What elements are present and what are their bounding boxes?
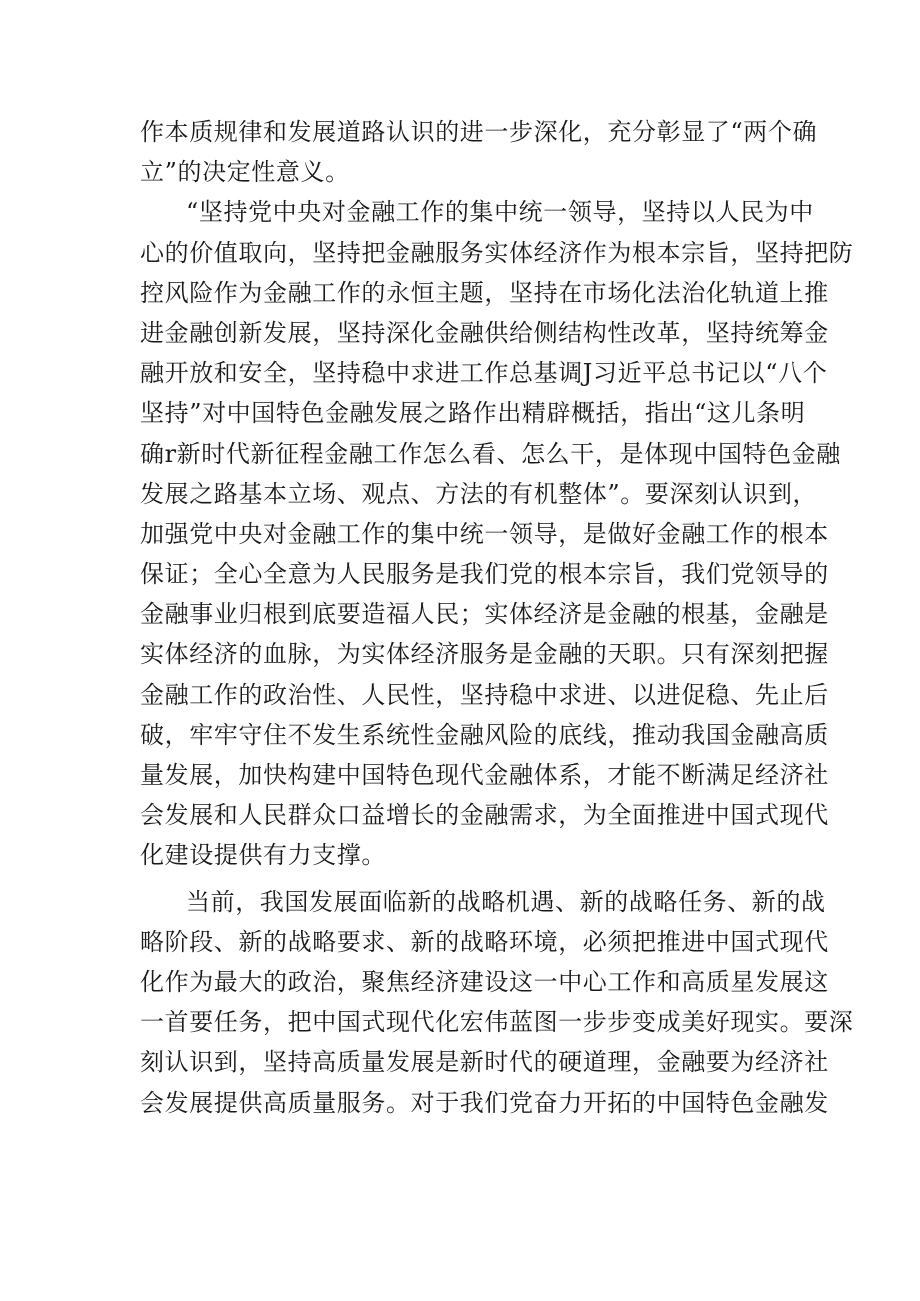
text-line: 破，牢牢守住不发生系统性金融风险的底线，推动我国金融高质 [140,720,829,749]
paragraph-first-line: 当前，我国发展面临新的战略机遇、新的战略任务、新的战 [186,887,826,916]
text-line: 作本质规律和发展道路认识的进一步深化，充分彰显了“两个确 [140,118,818,146]
text-line: 量发展，加快构建中国特色现代金融体系，才能不断满足经济社 [140,761,829,789]
text-line: 略阶段、新的战略要求、新的战略环境，必须把推进中国式现代 [140,927,829,956]
text-line: 刻认识到，坚持高质量发展是新时代的硬道理，金融要为经济社 [140,1048,829,1077]
text-line: 加强党中央对金融工作的集中统一领导，是做好金融工作的根本 [140,519,829,548]
text-line: 会发展和人民群众口益增长的金融需求，为全面推进中国式现代 [140,801,829,830]
text-line: 化建设提供有力支撑。 [140,841,386,870]
text-line: 坚持”对中国特色金融发展之路作出精辟概括，指出“这儿条明 [140,399,806,428]
text-line: 金融事业归根到底要造福人民；实体经济是金融的根基，金融是 [140,600,829,629]
text-line: 心的价值取向，坚持把金融服务实体经济作为根本宗旨，坚持把防 [140,238,854,267]
body-text [140,112,854,1123]
text-line: 立”的决定性意义。 [140,158,350,187]
text-line: 一首要任务，把中国式现代化宏伟蓝图一步步变成美好现实。要深 [140,1008,854,1037]
text-line: 会发展提供高质量服务。对于我们党奋力开拓的中国特色金融发 [140,1088,829,1117]
text-line: 保证；全心全意为人民服务是我们党的根本宗旨，我们党领导的 [140,560,829,589]
text-line: 化作为最大的政治，聚焦经济建设这一中心工作和高质星发展这 [140,967,829,996]
paragraph-first-line: “坚持党中央对金融工作的集中统一领导，坚持以人民为中 [186,198,814,227]
text-line: 控风险作为金融工作的永恒主题，坚持在市场化法治化轨道上推 [140,278,829,307]
text-line: 进金融创新发展，坚持深化金融供给侧结构性改革，坚持统筹金 [140,318,829,347]
text-line: 确r新时代新征程金融工作怎么看、怎么干，是体现中国特色金融 [140,439,841,468]
text-line: 金融工作的政治性、人民性，坚持稳中求进、以进促稳、先止后 [140,680,829,709]
text-line: 融开放和安全，坚持稳中求进工作总基调J习近平总书记以“八个 [140,359,828,388]
text-line: 发展之路基本立场、观点、方法的有机整体”。要深刻认识到， [140,479,818,508]
text-line: 实体经济的血脉，为实体经济服务是金融的天职。只有深刻把握 [140,640,829,669]
